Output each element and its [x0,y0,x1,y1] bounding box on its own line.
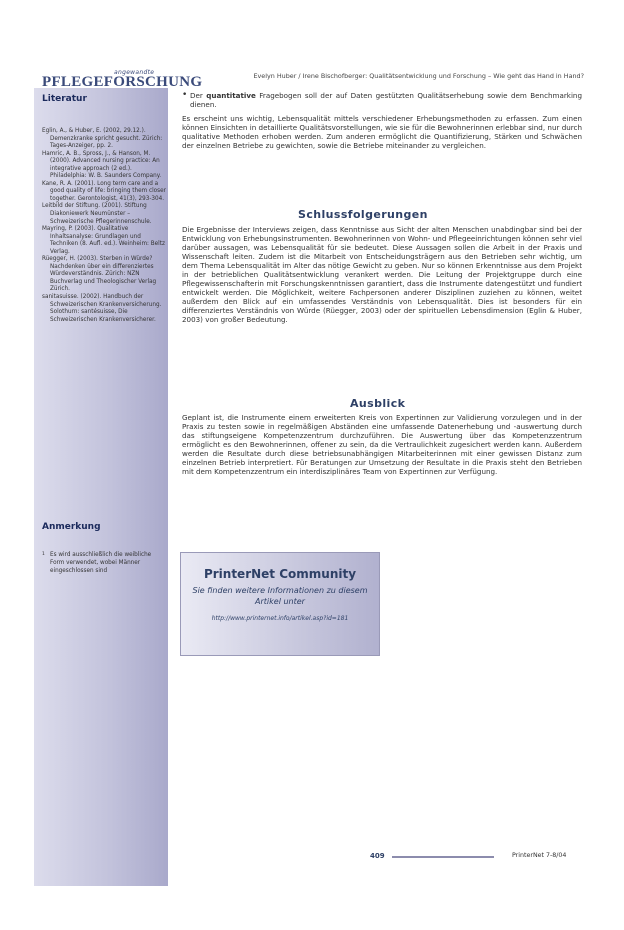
footnote-mark: 1 [42,552,45,557]
journal-logo-subtitle: angewandte [114,69,155,76]
section-title-conclusions: Schlussfolgerungen [298,208,428,221]
conclusions-paragraph: Die Ergebnisse der Interviews zeigen, dass Kenntnisse aus Sicht der alten Menschen unabdingbar sind bei der Entwicklung von Erhebungsinstrumenten. Bewohnerinnen von Wohn- und Pflegeeinrichtungen können sehr viel darüber aussagen, was Lebensqualität für sie bedeutet. Diese Aussagen sollen die Arbeit in der Praxis und Wissenschaft leiten. Zudem ist die Mitarbeit von Entscheidungsträgern aus den Betrieben sehr wichtig, um dem Thema Lebensqualität im Alter das nötige Gewicht zu geben. Nur so können Erkenntnisse aus dem Projekt in der betrieblichen Qualitätsentwicklung verankert werden. Die Leitung der Projektgruppe durch eine Pflegewissenschafterin mit Forschungskenntnissen garantiert, dass die Instrumente datengestützt und fundiert entwickelt werden. Die Möglichkeit, weitere Fachpersonen anderer Disziplinen zuziehen zu können, weitet außerdem den Blick auf ein umfassendes Verständnis von Lebensqualität. Dies ist besonders für ein differenziertes Verständnis von Würde (Rüegger, 2003) oder der spirituellen Lebensdimension (Eglin & Huber, 2003) von großer Bedeutung. [182,225,582,324]
bullet-text-after: Fragebogen soll der auf Daten gestützten Qualitätserhebung sowie dem Benchmarking dienen. [190,91,582,109]
bullet-text-before: Der [190,91,207,100]
running-head: Evelyn Huber / Irene Bischofberger: Qualitätsentwicklung und Forschung – Wie geht das Hand in Hand? [253,72,584,80]
bullet-mark: • [182,90,188,100]
reference-item: sanitasuisse. (2002). Handbuch der Schweizerischen Krankenversicherung. Solothurn: santésuisse, Die Schweizerischen Krankenversicherer. [42,294,162,323]
bullet-bold-term: quantitative [206,91,256,100]
main-intro [182,92,582,151]
bullet-item [182,92,582,110]
community-title: PrinterNet Community [203,567,357,581]
community-link[interactable]: http://www.printernet.info/artikel.asp?id=181 [211,615,349,622]
literature-heading: Literatur [42,94,87,104]
page-number: 409 [370,852,385,860]
reference-item: Rüegger, H. (2003). Sterben in Würde? Nachdenken über ein differenziertes Würdeverständnis. Zürich: NZN Buchverlag und Theologischer Verlag Zürich. [42,256,157,293]
printernet-community-box [180,552,380,656]
reference-item: Eglin, A., & Huber, E. (2002, 29.12.). Demenzkranke spricht gesucht. Zürich: Tages-Anzeiger, pp. 2. [42,128,163,150]
journal-logo-title: PFLEGEFORSCHUNG [42,74,203,90]
footnote [42,552,166,575]
reference-item: Kane, R. A. (2001). Long term care and a good quality of life: bringing them closer together. Gerontologist, 41(3), 293-304. [42,180,166,202]
section-title-outlook: Ausblick [350,397,406,410]
notes-heading: Anmerkung [42,522,101,532]
reference-list [42,128,166,324]
intro-paragraph: Es erscheint uns wichtig, Lebensqualität mittels verschiedener Erhebungsmethoden zu erfassen. Zum einen können Einsichten in detaillierte Qualitätsvorstellungen, wie sie für die Bewohnerinnen erlebbar sind, nur durch qualitative Methoden erhoben werden. Zum anderen ermöglicht die Quantifizierung, Stärken und Schwächen der einzelnen Betriebe zu gewichten, sowie die Betriebe miteinander zu vergleichen. [182,113,582,150]
reference-item: Mayring, P. (2003). Qualitative Inhaltsanalyse: Grundlagen und Techniken (8. Aufl. ed.). Weinheim: Beltz Verlag. [42,226,165,255]
footer-rule [392,856,494,858]
community-subtitle: Sie finden weitere Informationen zu diesem Artikel unter [192,586,368,606]
reference-item: Hamric, A. B., Spross, J., & Hanson, M. (2000). Advanced nursing practice: An integrative approach (2 ed.). Philadelphia: W. B. Saunders Company. [42,150,162,180]
journal-issue: PrinterNet 7-8/04 [512,852,567,859]
reference-item: Leitbild der Stiftung. (2001). Stiftung Diakoniewerk Neumünster – Schweizerische Pflegerinnenschule. [42,203,152,225]
outlook-paragraph: Geplant ist, die Instrumente einem erweiterten Kreis von Expertinnen zur Validierung vorzulegen und in der Praxis zu testen sowie in regelmäßigen Abständen eine umfassende Datenerhebung und -auswertung durch das stiftungseigene Kompetenzzentrum durchzuführen. Die Auswertung über das Kompetenzzentrum ermöglicht es den Bewohnerinnen, offener zu sein, da die Vertraulichkeit zugesichert werden kann. Außerdem werden die Resultate durch diese betriebsunabhängigen Mitarbeiterinnen mit einer gewissen Distanz zum einzelnen Betrieb interpretiert. Für Beratungen zur Umsetzung der Resultate in die Praxis steht den Betrieben mit dem Kompetenzzentrum ein interdisziplinäres Team von Expertinnen zur Verfügung. [182,413,582,476]
footnote-text: Es wird ausschließlich die weibliche Form verwendet, wobei Männer eingeschlossen sind [50,552,152,574]
journal-logo [42,69,203,90]
